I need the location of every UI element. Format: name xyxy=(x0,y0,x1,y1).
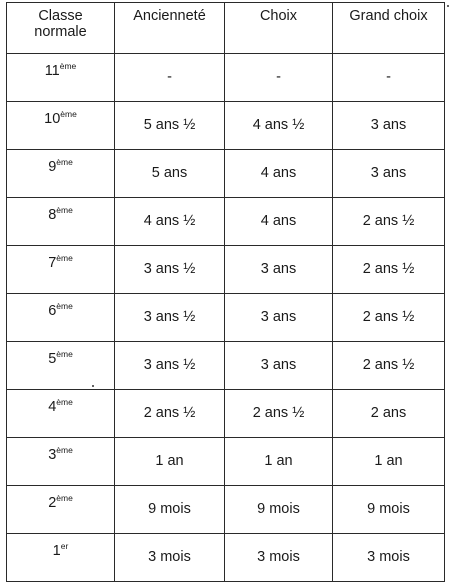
choix-cell: 4 ans xyxy=(225,150,333,198)
grade-number: 11 xyxy=(44,63,60,79)
anciennete-cell: 4 ans ½ xyxy=(115,198,225,246)
anciennete-cell: 5 ans ½ xyxy=(115,102,225,150)
grade-cell xyxy=(7,102,115,150)
table-body xyxy=(7,54,445,582)
choix-cell: 3 ans xyxy=(225,246,333,294)
header-classe-line2: normale xyxy=(34,23,87,40)
header-anciennete: Ancienneté xyxy=(115,3,225,54)
grade-suffix: er xyxy=(60,541,69,551)
header-grand-choix: Grand choix xyxy=(333,3,445,54)
grade-suffix: ème xyxy=(56,493,73,503)
table-row xyxy=(7,438,445,486)
grand-choix-cell: 9 mois xyxy=(333,486,445,534)
grade-number: 3 xyxy=(48,447,57,463)
anciennete-cell: 9 mois xyxy=(115,486,225,534)
table-row xyxy=(7,294,445,342)
header-classe-normale xyxy=(7,3,115,54)
grade-suffix: ème xyxy=(56,157,73,167)
grade-cell xyxy=(7,54,115,102)
grand-choix-cell: 2 ans ½ xyxy=(333,246,445,294)
choix-cell: 4 ans xyxy=(225,198,333,246)
choix-cell: 2 ans ½ xyxy=(225,390,333,438)
anciennete-cell: 3 ans ½ xyxy=(115,294,225,342)
table-row xyxy=(7,246,445,294)
grade-suffix: ème xyxy=(60,109,77,119)
scan-speck xyxy=(447,5,449,7)
table-row xyxy=(7,486,445,534)
table-row xyxy=(7,150,445,198)
grade-suffix: ème xyxy=(56,205,73,215)
table-row xyxy=(7,534,445,582)
header-row xyxy=(7,3,445,54)
grade-number: 9 xyxy=(48,159,57,175)
anciennete-cell: 3 ans ½ xyxy=(115,246,225,294)
grade-suffix: ème xyxy=(56,349,73,359)
anciennete-cell: 5 ans xyxy=(115,150,225,198)
grand-choix-cell: 3 ans xyxy=(333,150,445,198)
grade-number: 8 xyxy=(48,207,57,223)
anciennete-cell: 3 mois xyxy=(115,534,225,582)
choix-cell: 9 mois xyxy=(225,486,333,534)
grand-choix-cell: 2 ans xyxy=(333,390,445,438)
choix-cell: 3 ans xyxy=(225,294,333,342)
grade-cell xyxy=(7,390,115,438)
grand-choix-cell: 2 ans ½ xyxy=(333,294,445,342)
grade-number: 10 xyxy=(44,111,61,127)
choix-cell: 3 mois xyxy=(225,534,333,582)
anciennete-cell: 2 ans ½ xyxy=(115,390,225,438)
grand-choix-cell: 2 ans ½ xyxy=(333,198,445,246)
grade-suffix: ème xyxy=(56,445,73,455)
scan-speck xyxy=(92,385,94,387)
header-choix: Choix xyxy=(225,3,333,54)
grade-cell xyxy=(7,486,115,534)
grade-cell xyxy=(7,150,115,198)
choix-cell: - xyxy=(225,54,333,102)
grade-number: 1 xyxy=(52,543,61,559)
grade-suffix: ème xyxy=(56,253,73,263)
table-row xyxy=(7,198,445,246)
grade-number: 6 xyxy=(48,303,57,319)
anciennete-cell: - xyxy=(115,54,225,102)
grand-choix-cell: 1 an xyxy=(333,438,445,486)
grade-cell xyxy=(7,198,115,246)
grade-number: 7 xyxy=(48,255,57,271)
grade-number: 4 xyxy=(48,399,57,415)
grand-choix-cell: - xyxy=(333,54,445,102)
table-row xyxy=(7,102,445,150)
grand-choix-cell: 3 ans xyxy=(333,102,445,150)
grade-cell xyxy=(7,342,115,390)
anciennete-cell: 1 an xyxy=(115,438,225,486)
grade-number: 5 xyxy=(48,351,57,367)
grade-suffix: ème xyxy=(59,61,77,71)
grade-cell xyxy=(7,438,115,486)
grade-suffix: ème xyxy=(56,301,73,311)
grand-choix-cell: 3 mois xyxy=(333,534,445,582)
anciennete-cell: 3 ans ½ xyxy=(115,342,225,390)
table-header xyxy=(7,3,445,54)
table-row xyxy=(7,54,445,102)
promotion-table xyxy=(6,2,445,582)
table-row xyxy=(7,390,445,438)
choix-cell: 1 an xyxy=(225,438,333,486)
grade-cell xyxy=(7,294,115,342)
grade-number: 2 xyxy=(48,495,57,511)
grade-cell xyxy=(7,534,115,582)
header-classe-line1: Classe xyxy=(38,8,83,24)
grand-choix-cell: 2 ans ½ xyxy=(333,342,445,390)
grade-cell xyxy=(7,246,115,294)
choix-cell: 4 ans ½ xyxy=(225,102,333,150)
choix-cell: 3 ans xyxy=(225,342,333,390)
table-row xyxy=(7,342,445,390)
grade-suffix: ème xyxy=(56,397,73,407)
